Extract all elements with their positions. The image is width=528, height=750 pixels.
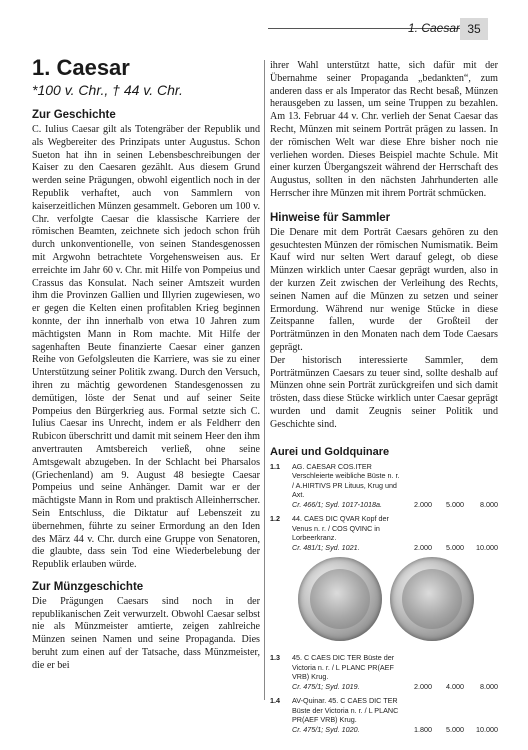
- entry-number: 1.3: [270, 653, 280, 663]
- entry-number: 1.2: [270, 514, 280, 524]
- catalog-heading: Aurei und Goldquinare: [270, 445, 390, 458]
- running-title: 1. Caesar: [408, 21, 461, 35]
- page-header: [0, 18, 528, 40]
- catalog-entry: [270, 514, 498, 552]
- price-3: 8.000: [480, 681, 498, 691]
- coin-photo: [270, 557, 498, 643]
- page-number: 35: [460, 18, 488, 40]
- catalog-entry: [270, 653, 498, 691]
- entry-number: 1.4: [270, 696, 280, 706]
- entry-description: AG. CAESAR COS.ITER Verschleierte weibliche Büste n. r. / A.HIRTIVS PR Lituus, Krug und Axt. Cr. 466/1; Syd. 1017-1018a.: [292, 461, 400, 509]
- entry-description: 44. CAES DIC QVAR Kopf der Venus n. r. / COS QVINC in Lorbeerkranz. Cr. 481/1; Syd. 1021.: [292, 514, 389, 552]
- price-1: 2.000: [414, 499, 432, 509]
- continued-text: ihrer Wahl unterstützt hatte, sich dafür mit der Übernahme seiner Propaganda „bedankten“, zum anderen dass er als Imperator das Recht besaß, Münzen herausgeben zu lassen, um seine Truppen zu bezahlen. Am 13. Februar 44 v. Chr. verlieh der Senat Caesar das Recht, Münzen mit seinem Porträt prägen zu lassen. In der römischen Welt war diese Ehre bisher noch nie verliehen worden. Dieses Beispiel machte Schule. Mit einer kurzen Übergangszeit während der Herrschaft des Augustus, sollten in den nächsten Jahrhunderten alle Herrscher ihre Münzen mit ihrem Porträt schmücken.: [270, 60, 498, 199]
- column-divider: [264, 60, 265, 700]
- catalog-entry: [270, 696, 498, 734]
- price-3: 8.000: [480, 499, 498, 509]
- left-column: [32, 56, 260, 673]
- price-2: 5.000: [446, 499, 464, 509]
- price-2: 5.000: [446, 724, 464, 734]
- coin-obverse-image: [298, 557, 382, 641]
- price-1: 1.800: [414, 724, 432, 734]
- collectors-text-1: Die Denare mit dem Porträt Caesars gehören zu den gesuchtesten Münzen der römischen Numismatik. Beim Kauf wird nur selten Wert darauf gelegt, ob diese Münzen wirklich unter Caesar geprägt wurden, also in der kurzen Zeit zwischen der Verleihung des Rechts, seinen Namen auf die Münzen zu setzen und seiner Ermordung. Während nur wenige Stücke in diese Zeitspanne fallen, wurde der Großteil der Porträtmünzen in den Monaten nach dem Tode Caesars geprägt.: [270, 226, 498, 353]
- catalog-entry: [270, 462, 498, 510]
- chapter-title: 1. Caesar: [32, 55, 130, 80]
- entry-description: 45. C CAES DIC TER Büste der Victoria n. r. / L PLANC PR(AEF VRB) Krug. Cr. 475/1; Syd. 1019.: [292, 653, 395, 691]
- coin-reverse-image: [390, 557, 474, 641]
- entry-number: 1.1: [270, 461, 280, 471]
- price-3: 10.000: [476, 724, 498, 734]
- coin-history-text: Die Prägungen Caesars sind noch in der republikanischen Zeit verwurzelt. Obwohl Caesar selbst nie als Münzmeister amtierte, zeigen zahlreiche Münzen seinen Namen und seine Propaganda. Dies beruht zum einen auf der Tatsache, dass Münzmeister, die er bei: [32, 595, 260, 671]
- section-heading-collectors: Hinweise für Sammler: [270, 211, 391, 224]
- entry-description: AV-Quinar. 45. C CAES DIC TER Büste der Victoria n. r. / L PLANC PR(AEF VRB) Krug. Cr. 475/1; Syd. 1020.: [292, 696, 399, 734]
- right-column: [270, 60, 498, 739]
- price-2: 5.000: [446, 542, 464, 552]
- price-1: 2.000: [414, 681, 432, 691]
- price-1: 2.000: [414, 542, 432, 552]
- life-dates: *100 v. Chr., † 44 v. Chr.: [32, 82, 183, 98]
- history-text: C. Iulius Caesar gilt als Totengräber der Republik und als Wegbereiter des Prinzipats unter Augustus. Schon Sueton hat ihn in seinen Lebensbeschreibungen der Kaiser zu den Caesaren gezählt. Aus diesem Grund werden seine Prägungen, obwohl eigentlich noch in der Republik verhaftet, auch von Sammlern von kaiserzeitlichen Münzen gesammelt. Geboren um 100 v. Chr. verfolgte Caesar die klassische Karriere der römischen Beamten, zeichnete sich jedoch schon früh durch unkonventionelle, von seinen Standesgenossen mit Argwohn betrachtete Vorgehensweisen aus. Er erreichte im Jahr 60 v. Chr. mit Hilfe von Pompeius und Crassus das Konsulat. Nach seiner Amtszeit wurden ihm die Provinzen Gallien und Illyrien zugewiesen, wo er gegen die Kelten einen profitablen Krieg beginnen konnte, der ihn innerhalb von etwa 10 Jahren zum mächtigsten Mann in Rom machte. Mit Hilfe der sagenhaften Beute finanzierte Caesar einer ganzen Reihe von Gefolgsleuten die Karriere, was sie zu einer Unterstützung seiner Politik zwang. Durch den Versuch, ihren zu mächtig gewordenen Standesgenossen zu demütigen, löste der Senat und auf seiner Seite Pompeius den Bürgerkrieg aus. Formal setzte sich C. Iulius Caesar ins Unrecht, indem er als Feldherr den Rubicon überschritt und damit mit seinem Heer den ihm anvertrauten Amtsbereich verließ, ohne seine Amtsgewalt abzugeben. In der Schlacht bei Pharsalos (Griechenland) am 9. August 48 besiegte Caesar Pompeius und seine Anhänger. Damit war er der mächtigste Mann in Rom und praktisch Alleinherrscher. Sein Entschluss, die Diktatur auf Lebenszeit zu übernehmen, führte zu seiner Ermordung an den Iden des März 44 v. Chr. durch eine Gruppe von Senatoren, die glaubte, dass sein Tod eine Wiederbelebung der Republik erlauben würde.: [32, 124, 260, 571]
- price-2: 4.000: [446, 681, 464, 691]
- collectors-text-2: Der historisch interessierte Sammler, dem Porträtmünzen Caesars zu teuer sind, sollte deshalb auf Münzen ohne sein Porträt zurückgreifen und sich damit trösten, dass diese Stücke wirklich unter Caesar geprägt wurden und damit Zeugnis seiner Politik und Geschichte sind.: [270, 354, 498, 430]
- section-heading-coin-history: Zur Münzgeschichte: [32, 580, 144, 593]
- price-3: 10.000: [476, 542, 498, 552]
- section-heading-history: Zur Geschichte: [32, 109, 116, 121]
